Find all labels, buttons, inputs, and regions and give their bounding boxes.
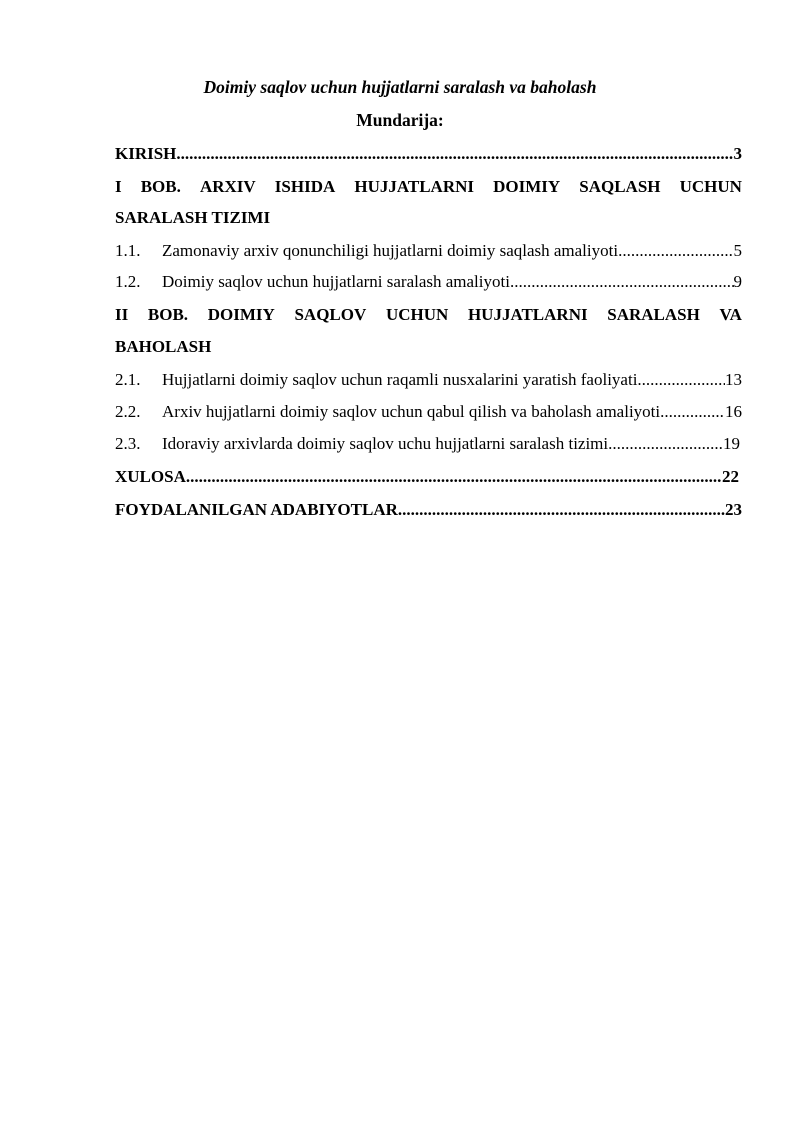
toc-page-number: 9 [733,272,742,291]
toc-chapter-2-line-1[interactable] [115,304,742,326]
toc-entry-1-1[interactable] [115,240,742,262]
toc-word: II [115,305,129,324]
dot-leader [186,466,722,488]
toc-word: BOB. [147,305,189,324]
toc-section-number: 1.2. [115,272,141,291]
toc-word: ARXIV [199,177,256,196]
toc-word: UCHUN [679,177,742,196]
toc-section-number: 2.3. [115,434,141,453]
toc-chapter-1-line-1[interactable] [115,176,742,198]
dot-leader [398,499,725,521]
dot-leader [608,433,723,455]
toc-word: SAQLASH [579,177,661,196]
toc-entry-2-2[interactable] [115,401,742,423]
toc-entry-2-1[interactable] [115,369,742,391]
toc-entry-label: Doimiy saqlov uchun hujjatlarni saralash amaliyoti [162,272,510,291]
toc-section-number: 1.1. [115,241,141,260]
toc-word: BOB. [140,177,181,196]
toc-entry-label: KIRISH [115,144,177,163]
toc-page-number: 22 [722,467,739,486]
toc-entry-label: FOYDALANILGAN ADABIYOTLAR [115,500,398,519]
toc-entry-2-3[interactable] [115,433,740,455]
toc-word: DOIMIY [493,177,561,196]
dot-leader [637,369,725,391]
document-title: Doimiy saqlov uchun hujjatlarni saralash va baholash [203,77,597,97]
dot-leader [510,271,734,293]
toc-word: VA [719,305,742,324]
toc-heading: Mundarija: [356,110,444,130]
toc-page-number: 19 [723,434,740,453]
toc-section-number: 2.1. [115,370,141,389]
toc-page-number: 5 [733,241,742,260]
toc-word: HUJJATLARNI [467,305,588,324]
toc-entry-label: Idoraviy arxivlarda doimiy saqlov uchu hujjatlarni saralash tizimi [162,434,609,453]
toc-word: SARALASH [607,305,700,324]
toc-word: UCHUN [385,305,449,324]
dot-leader [618,240,733,262]
toc-chapter-2-line-2[interactable]: BAHOLASH [115,337,212,356]
toc-page-number: 16 [725,402,742,421]
toc-page-number: 13 [725,370,742,389]
toc-entry-label: XULOSA [115,467,186,486]
toc-word: DOIMIY [207,305,275,324]
toc-entry-label: Hujjatlarni doimiy saqlov uchun raqamli nusxalarini yaratish faoliyati [162,370,638,389]
toc-word: HUJJATLARNI [354,177,474,196]
dot-leader [176,143,733,165]
toc-word: SAQLOV [294,305,367,324]
toc-entry-xulosa[interactable] [115,466,739,488]
toc-entry-adabiyotlar[interactable] [115,499,742,521]
toc-word: ISHIDA [274,177,336,196]
toc-entry-kirish[interactable] [115,143,742,165]
toc-entry-label: Zamonaviy arxiv qonunchiligi hujjatlarni doimiy saqlash amaliyoti [162,241,619,260]
dot-leader [660,401,725,423]
toc-page-number: 3 [733,144,742,163]
toc-section-number: 2.2. [115,402,141,421]
toc-entry-label: Arxiv hujjatlarni doimiy saqlov uchun qabul qilish va baholash amaliyoti [162,402,661,421]
toc-word: I [115,177,122,196]
toc-page-number: 23 [725,500,742,519]
toc-entry-1-2[interactable] [115,271,742,293]
toc-chapter-1-line-2[interactable]: SARALASH TIZIMI [115,208,271,227]
